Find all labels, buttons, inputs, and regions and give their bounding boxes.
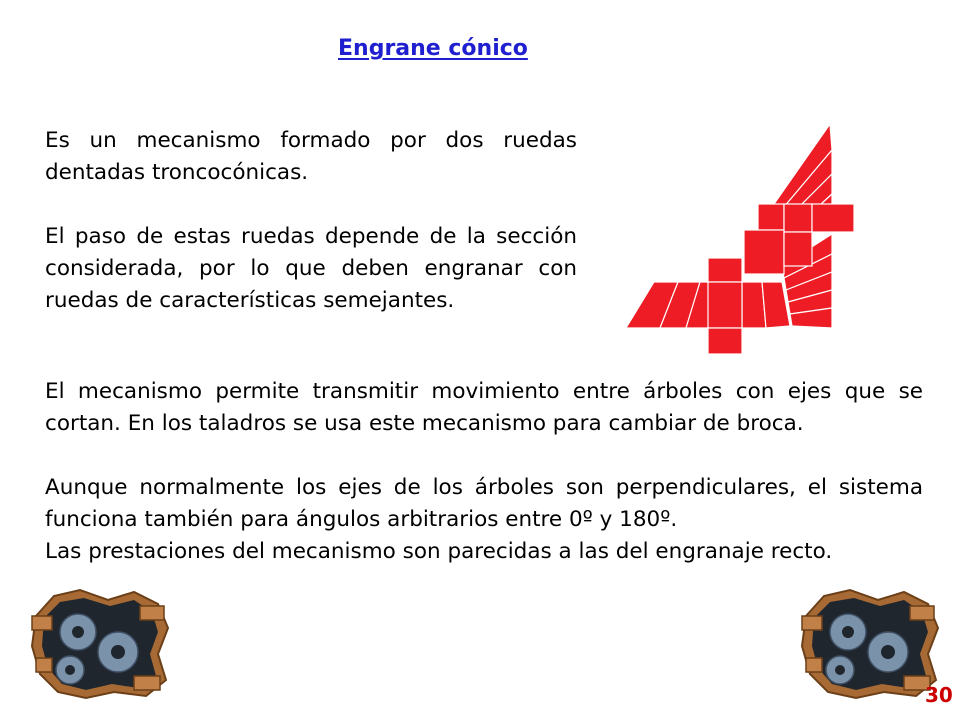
paragraph-definition: Es un mecanismo formado por dos ruedas dentadas troncocónicas. xyxy=(45,128,577,185)
gear-hub-block xyxy=(758,204,784,230)
gear-shaft-block xyxy=(744,230,784,274)
gears-wall-icon xyxy=(30,588,170,700)
bevel-gear-diagram-icon xyxy=(624,122,860,356)
page-number: 30 xyxy=(925,683,953,707)
paragraph-pitch: El paso de estas ruedas depende de la sección considerada, por lo que deben engranar con ruedas de características semejantes. xyxy=(45,224,577,313)
gears-wall-icon xyxy=(800,588,940,700)
gear-hub-block xyxy=(784,204,812,232)
paragraph-angles: Aunque normalmente los ejes de los árboles son perpendiculares, el sistema funciona también para ángulos arbitrarios entre 0º y 180º. xyxy=(45,475,923,532)
gear-shaft-block xyxy=(784,232,812,266)
gear-hub-block xyxy=(708,282,742,328)
gear-hub-block xyxy=(708,258,742,282)
page-title: Engrane cónico xyxy=(338,36,528,61)
paragraph-function: El mecanismo permite transmitir movimiento entre árboles con ejes que se cortan. En los taladros se usa este mecanismo para cambiar de broca. xyxy=(45,379,923,436)
gear-hub-block xyxy=(812,204,854,232)
paragraph-performance: Las prestaciones del mecanismo son parecidas a las del engranaje recto. xyxy=(45,539,833,564)
gear-shaft-block xyxy=(708,328,742,354)
